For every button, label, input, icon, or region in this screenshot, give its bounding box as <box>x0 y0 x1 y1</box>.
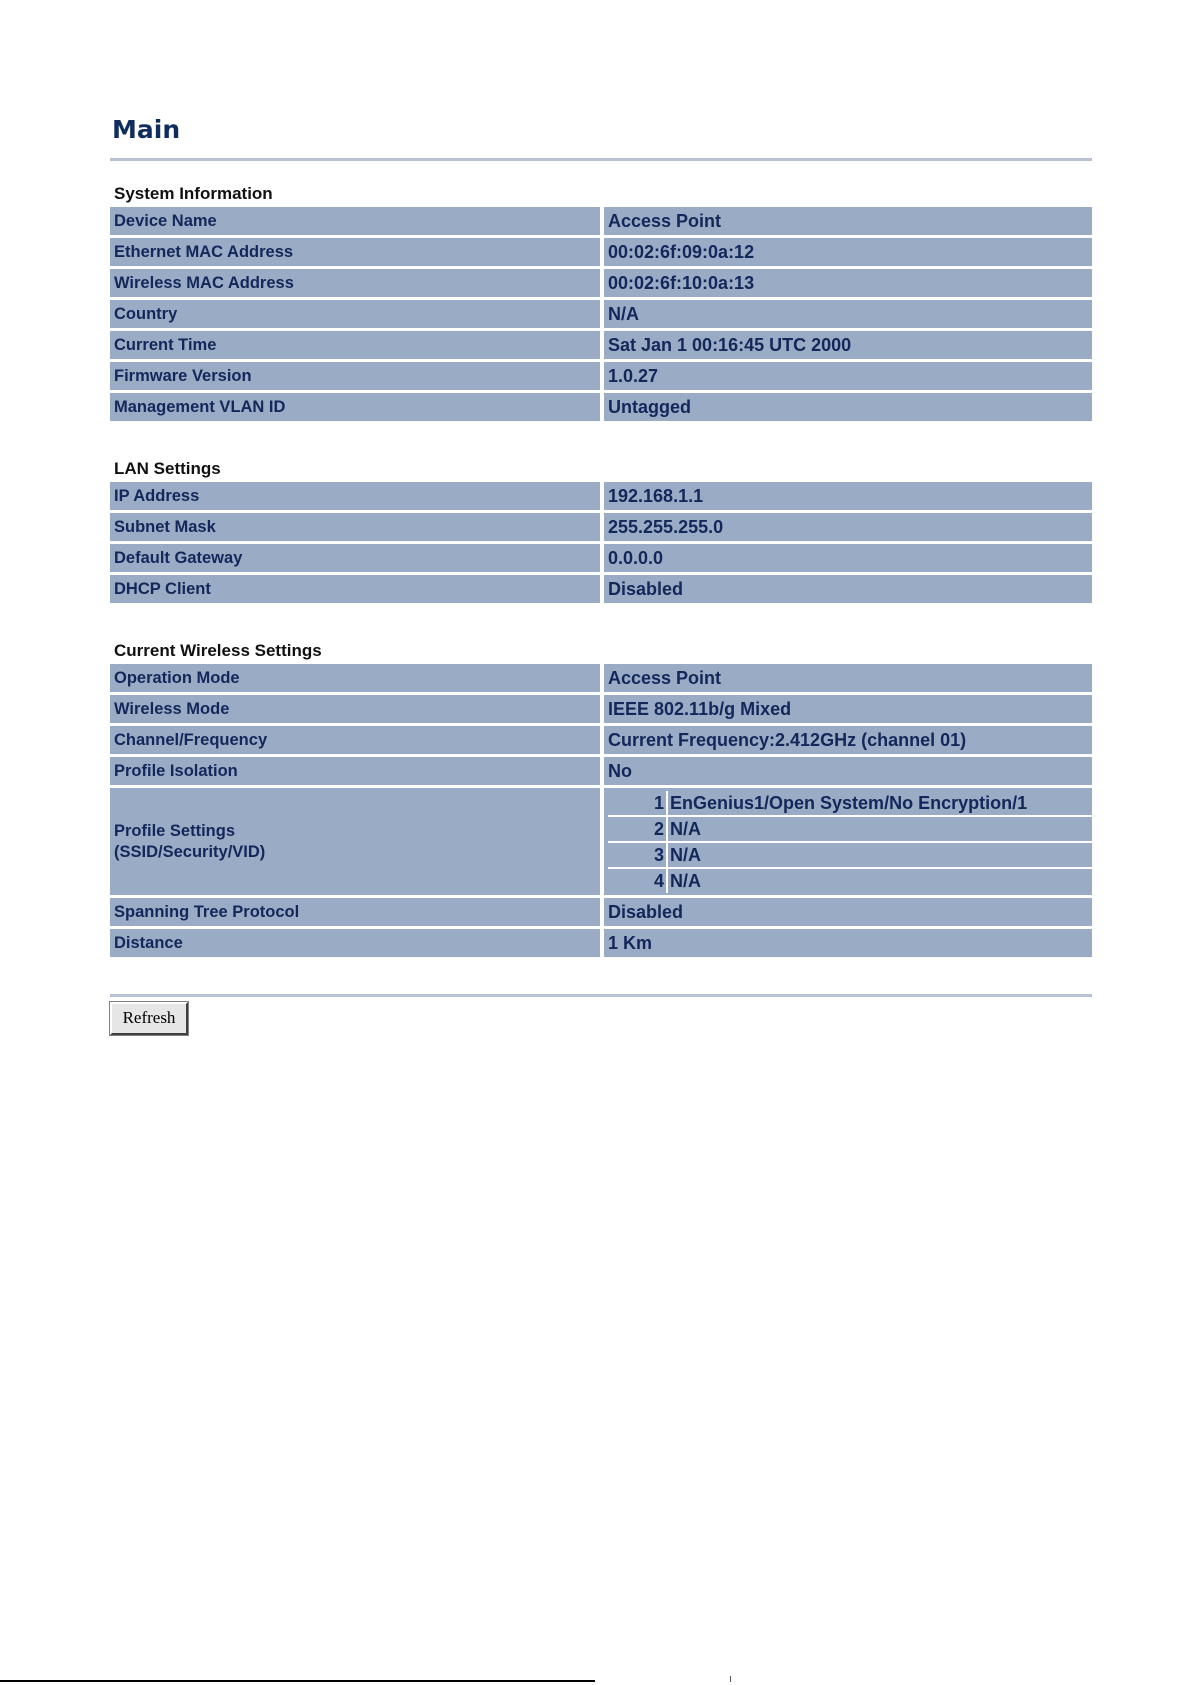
table-row <box>110 757 1092 788</box>
row-value-spanning-tree: Disabled <box>604 898 1092 929</box>
profile-list <box>608 791 1092 893</box>
profile-settings-label: Profile Settings <box>114 821 236 840</box>
table-row <box>110 898 1092 929</box>
table-row <box>110 331 1092 362</box>
section-title-lan-settings: LAN Settings <box>114 459 221 478</box>
main-page <box>110 112 1092 1035</box>
row-value-current-time: Sat Jan 1 00:16:45 UTC 2000 <box>604 331 1092 362</box>
table-row <box>110 788 1092 898</box>
table-row <box>110 207 1092 238</box>
profile-index: 3 <box>608 842 667 868</box>
row-label-current-time: Current Time <box>110 331 604 362</box>
row-value-profile-isolation: No <box>604 757 1092 788</box>
row-value-country: N/A <box>604 300 1092 331</box>
row-label-spanning-tree: Spanning Tree Protocol <box>110 898 604 929</box>
row-value-subnet-mask: 255.255.255.0 <box>604 513 1092 544</box>
row-label-channel-frequency: Channel/Frequency <box>110 726 604 757</box>
row-label-distance: Distance <box>110 929 604 960</box>
row-label-ethernet-mac: Ethernet MAC Address <box>110 238 604 269</box>
row-label-firmware-version: Firmware Version <box>110 362 604 393</box>
row-value-dhcp-client: Disabled <box>604 575 1092 606</box>
list-item <box>608 842 1092 868</box>
profile-value: N/A <box>667 842 1092 868</box>
row-label-profile-isolation: Profile Isolation <box>110 757 604 788</box>
row-value-distance: 1 Km <box>604 929 1092 960</box>
row-value-ethernet-mac: 00:02:6f:09:0a:12 <box>604 238 1092 269</box>
section-title-system-information: System Information <box>114 184 273 203</box>
profile-index: 1 <box>608 791 667 816</box>
wireless-settings-section <box>110 640 1092 960</box>
row-value-ip-address: 192.168.1.1 <box>604 482 1092 513</box>
page-footer-mark <box>730 1676 731 1682</box>
lan-settings-table <box>110 482 1092 606</box>
table-row <box>110 575 1092 606</box>
table-row <box>110 726 1092 757</box>
row-value-firmware-version: 1.0.27 <box>604 362 1092 393</box>
profile-value: EnGenius1/Open System/No Encryption/1 <box>667 791 1092 816</box>
row-value-management-vlan: Untagged <box>604 393 1092 424</box>
row-value-channel-frequency: Current Frequency:2.412GHz (channel 01) <box>604 726 1092 757</box>
row-value-wireless-mac: 00:02:6f:10:0a:13 <box>604 269 1092 300</box>
row-label-profile-settings <box>110 788 604 898</box>
row-value-wireless-mode: IEEE 802.11b/g Mixed <box>604 695 1092 726</box>
system-information-table <box>110 207 1092 424</box>
table-row <box>110 238 1092 269</box>
page-footer-rule <box>0 1680 595 1682</box>
profile-value: N/A <box>667 868 1092 893</box>
row-label-country: Country <box>110 300 604 331</box>
table-row <box>110 664 1092 695</box>
table-row <box>110 695 1092 726</box>
system-information-section <box>110 183 1092 424</box>
profile-settings-sublabel: (SSID/Security/VID) <box>114 842 266 861</box>
table-row <box>110 393 1092 424</box>
table-row <box>110 269 1092 300</box>
table-row <box>110 362 1092 393</box>
list-item <box>608 868 1092 893</box>
profile-index: 2 <box>608 816 667 842</box>
row-value-default-gateway: 0.0.0.0 <box>604 544 1092 575</box>
list-item <box>608 791 1092 816</box>
refresh-button[interactable]: Refresh <box>110 1002 188 1035</box>
row-label-device-name: Device Name <box>110 207 604 238</box>
title-divider <box>110 158 1092 161</box>
profile-index: 4 <box>608 868 667 893</box>
row-label-management-vlan: Management VLAN ID <box>110 393 604 424</box>
row-label-dhcp-client: DHCP Client <box>110 575 604 606</box>
section-title-wireless-settings: Current Wireless Settings <box>114 641 322 660</box>
row-label-ip-address: IP Address <box>110 482 604 513</box>
table-row <box>110 482 1092 513</box>
row-label-operation-mode: Operation Mode <box>110 664 604 695</box>
lan-settings-section <box>110 458 1092 606</box>
wireless-settings-table <box>110 664 1092 960</box>
bottom-divider <box>110 994 1092 997</box>
table-row <box>110 513 1092 544</box>
row-value-device-name: Access Point <box>604 207 1092 238</box>
profile-settings-values <box>604 788 1092 898</box>
list-item <box>608 816 1092 842</box>
table-row <box>110 929 1092 960</box>
table-row <box>110 300 1092 331</box>
row-label-wireless-mode: Wireless Mode <box>110 695 604 726</box>
row-value-operation-mode: Access Point <box>604 664 1092 695</box>
page-title: Main <box>112 115 181 144</box>
profile-value: N/A <box>667 816 1092 842</box>
row-label-wireless-mac: Wireless MAC Address <box>110 269 604 300</box>
row-label-default-gateway: Default Gateway <box>110 544 604 575</box>
table-row <box>110 544 1092 575</box>
row-label-subnet-mask: Subnet Mask <box>110 513 604 544</box>
